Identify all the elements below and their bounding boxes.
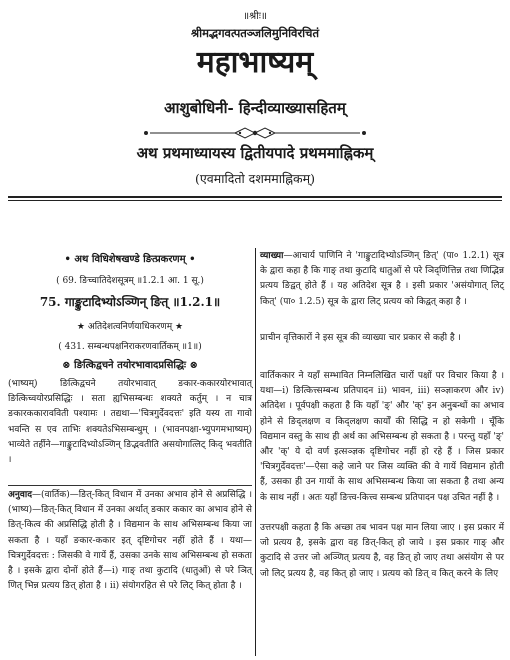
commentary-paragraph-4: उत्तरपक्षी कहता है कि अच्छा तब भावन पक्ष मान लिया जाए । इस प्रकार में जो प्रत्यय है, इसके द्वारा वह ङित्-कित् हो जाये । इस प्रकार गाङ् और कुटादि से उत्तर जो अञ्णित् प्रत्यय है, वह ङित् हो जाए तथा असंयोग से पर जो लिट् प्रत्यय है, वह कित् हो जाए । प्रत्यय को ङित् व कित् करने के लिए: [260, 523, 504, 579]
vyakhya-label: व्याख्या: [260, 251, 284, 261]
sutra-reference: ( 69. ङिच्चातिदेशसूत्रम् ॥1.2.1 आ. 1 सू.): [56, 276, 204, 286]
ahnika-count: (एवमादितो दशममाह्निकम्): [195, 171, 315, 186]
author-byline: श्रीमद्भगवत्पतञ्जलिमुनिविरचितं: [191, 26, 319, 40]
book-subtitle: आशुबोधिनी- हिन्दीव्याख्यासहितम्: [164, 99, 346, 117]
section-title: • अथ विधिशेषखण्डे ङित्प्रकरणम् •: [64, 254, 196, 265]
vyakhya-paragraph: [260, 249, 504, 310]
anuvad-text: —(वार्तिक)—ङित्-कित् विधान में उनका अभाव होने से अप्रसिद्धि । (भाष्य)—ङित्-कित् विधान में उनका अर्थात् ङकार ककार का अभाव होने से ङित्-कित्व की अप्रसिद्धि होती है । विद्यमान के साथ अभिसम्बन्ध किया जा सकता है । यहाँ ङकार-ककार इत् दृष्टिगोचर नहीं होते हैं । यथा—चित्रगुर्देवदत्तः : जिसकी वे गायें हैं, उसका उनके साथ अभिसम्बन्ध हो सकता है । इसके द्वारा दोनों होते हैं—i) गाङ् तथा कुटादि (धातुओं) से परे ञित् णित् भिन्न प्रत्यय ङित् होता है । ii) संयोगरहित से परे लिट् कित् होता है ।: [8, 490, 252, 592]
ornament-divider: [130, 127, 380, 139]
sutra-text: 75. गाङ्कुटादिभ्योऽञ्णिन् ङित् ॥1.2.1॥: [39, 295, 221, 309]
bhashya-text: (भाष्यम्) ङित्किद्वचने तयोरभावात् ङकार-ककारयोरभावात् ङित्किच्वयोरप्रसिद्धिः । सता ह्यभिसम्बन्धः शक्यते कर्तुम् । न चात्र ङकारककारावविती पश्यामः । तद्यथा—'चित्रगुर्देवदत्तः' इति यस्य ता गावो भवन्ति स एव ताभिः शक्यतेऽभिसम्बन्धुम् । (भावनपक्षा-भ्युपगमभाष्यम्) भाव्येते तर्हीने—गाङ्कुटादिभ्योऽञ्णिन् ङिद्भवतीति असयोगात्लिट् किद् भवतीति ।: [8, 379, 252, 466]
commentary-paragraph-2: प्राचीन वृत्तिकारों ने इस सूत्र की व्याख्या चार प्रकार से कही है ।: [260, 333, 461, 343]
book-title: महाभाष्यम्: [196, 45, 314, 80]
anuvad-paragraph: [8, 488, 252, 594]
varttika-reference: ( 431. सम्बन्धपक्षनिराकरणवार्तिकम् ॥1॥): [58, 342, 202, 352]
commentary-paragraph-3: वार्तिककार ने यहाँ सम्भावित निम्नलिखित चारों पक्षों पर विचार किया है । यथा—i) ङित्कित्त्सम्बन्ध प्रतिपादन ii) भावन, iii) सञ्ज्ञाकरण और iv) अतिदेश । पूर्वपक्षी कहता है कि यहाँ 'ङ्' और 'क्' इन अनुबन्धों का अभाव होने से ङिद्लक्षण व किद्लक्षण कार्यों की सिद्धि न हो सकेगी । चूँकि विद्यमान वस्तु के साथ ही अर्थ का अभिसम्बन्ध हो सकता है । परन्तु यहाँ 'ङ्' और 'क्' ये दो वर्ण इत्सञ्ज्ञक दृष्टिगोचर नहीं हो रहे हैं । जिस प्रकार 'चित्रगुर्देवदत्तः'—ऐसा कहे जाने पर जिस व्यक्ति की वे गायें विद्यमान होती हैं, उसका ही उन गायों के साथ अभिसम्बन्ध किया जा सकता है तथा अन्य के साथ नहीं । अतः यहाँ ङित्त्व-कित्त्व सम्बन्ध प्रतिपादन पक्ष उचित नहीं है ।: [260, 371, 504, 503]
column-divider: [255, 248, 256, 656]
header-rule-thin: [8, 200, 502, 201]
ornament-graphic: [130, 127, 380, 139]
invocation: ॥श्रीः॥: [243, 11, 267, 22]
adhikarana-heading: ★ अतिदेशत्वनिर्णयाधिकरणम् ★: [76, 322, 184, 332]
varttika-heading: ⊗ ङित्किद्वचने तयोरभावादप्रसिद्धिः ⊗: [62, 360, 198, 371]
header-rule: [8, 196, 502, 198]
chapter-heading: अथ प्रथमाध्यायस्य द्वितीयपादे प्रथममाह्निकम्: [136, 144, 374, 162]
anuvad-label: अनुवाद: [8, 490, 32, 500]
vyakhya-text: —आचार्य पाणिनि ने 'गाङ्कुटादिभ्योऽञ्णिन् ङित्' (पा० 1.2.1) सूत्र के द्वारा कहा है कि गाङ् तथा कुटादि धातुओं से परे ञिद्णित्तिन्न तथा णिद्भिन्न प्रत्यय ङिद्वत् होते हैं । यह अतिदेश सूत्र है । इसी प्रकार 'असंयोगात् लिट् कित्' (पा० 1.2.5) सूत्र के द्वारा लिट् प्रत्यय को किद्वत् कहा है ।: [260, 251, 504, 307]
section-rule: [8, 485, 252, 486]
